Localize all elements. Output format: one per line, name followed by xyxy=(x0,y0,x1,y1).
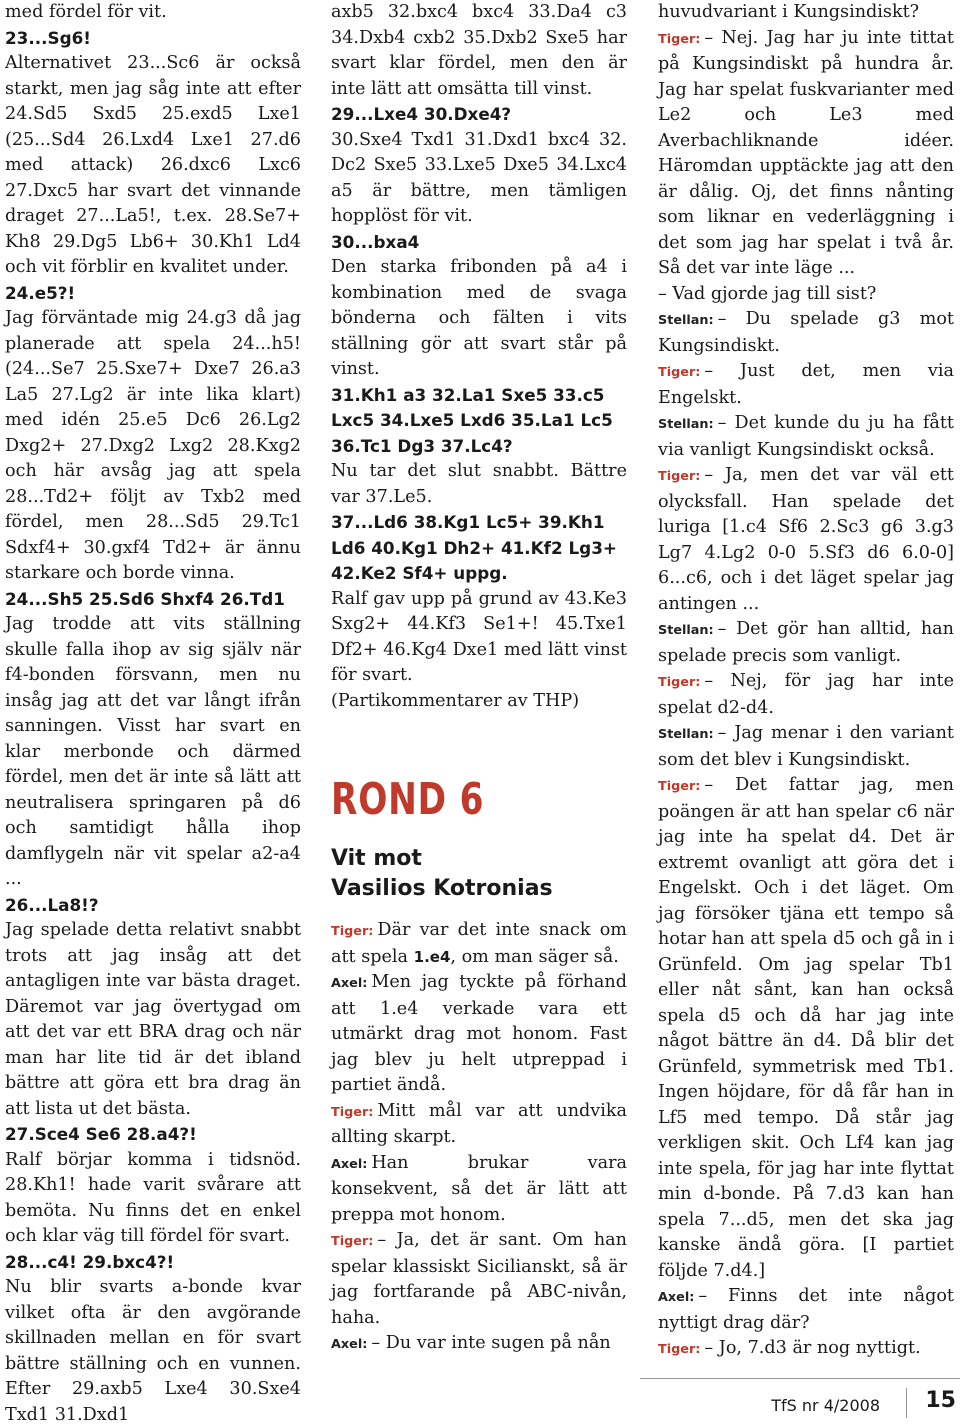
move-line: 31.Kh1 a3 32.La1 Sxe5 33.c5 Lxc5 34.Lxe5 Lxd6 35.La1 Lc5 36.Tc1 Dg3 37.Lc4? xyxy=(331,384,613,456)
comment-paragraph: Jag förväntade mig 24.g3 då jag planerade att spela 24...h5! (24...Se7 25.Sxe7+ Dxe7 26.a3 La5 27.Lg2 är inte lika klart) med idén 25.e5 Dc6 26.Lg2 Dxg2+ 27.Dxg2 Lxg2 28.Kxg2 och här avsåg jag att spela 28...Td2+ följt av Txb2 med fördel, men 28...Sd5 29.Tc1 Sdxf4+ 30.gxf4 Td2+ är ännu starkare och borde vinna. xyxy=(5,308,301,583)
dialog-line xyxy=(658,669,954,721)
column-3 xyxy=(658,0,954,1363)
dialog-text: – Nej. Jag har ju inte tittat på Kungsindiskt på hundra år. Jag har spelat fuskvarianter med Le2 och Le3 med Averbachliknande idéer. Häromdan upptäckte jag att den är dålig. Oj, det finns nånting som liknar en vederläggning i det som jag har spelat i två år. Så det var inte läge ... xyxy=(658,27,954,278)
game-notes-continued xyxy=(331,0,627,714)
round-heading: ROND 6 xyxy=(331,774,485,825)
speaker-label: Tiger: xyxy=(331,1104,374,1120)
speaker-label: Stellan: xyxy=(658,313,714,328)
dialog-text: – Nej, för jag har inte spelat d2-d4. xyxy=(658,671,954,718)
dialog-line xyxy=(331,1099,627,1151)
dialog-text: huvudvariant i Kungsindiskt? xyxy=(658,2,920,22)
dialog-line xyxy=(658,721,954,773)
comment-paragraph: Nu blir svarts a-bonde kvar vilket ofta är den avgörande skillnaden mellan en för svart bättre ställning och en vunnen. Efter 29.axb5 Lxe4 30.Sxe4 Txd1 31.Dxd1 xyxy=(5,1277,301,1425)
game-title xyxy=(331,844,627,904)
speaker-label: Tiger: xyxy=(658,779,701,794)
dialog-text: – Vad gjorde jag till sist? xyxy=(658,283,877,304)
dialog-line xyxy=(658,463,954,617)
dialog-line xyxy=(658,411,954,463)
dialog-text: – Du var inte sugen på nån xyxy=(371,1333,611,1353)
dialog-text: – Det kunde du ju ha fått via vanligt Kungsindiskt också. xyxy=(658,413,954,460)
dialog-text: – Ja, men det var väl ett olycksfall. Han spelade det luriga [1.c4 Sf6 2.Sc3 g6 3.g3 Lg7 4.Lg2 0-0 5.Sf3 d6 6.0-0] 6...c6, och i det läget spelar jag antingen ... xyxy=(658,465,954,614)
dialog-line xyxy=(331,918,627,970)
move-line: 24...Sh5 25.Sd6 Shxf4 26.Td1 xyxy=(5,588,285,609)
dialog-line xyxy=(331,1331,627,1358)
game-title-line2: Vasilios Kotronias xyxy=(331,876,553,901)
dialog-line xyxy=(658,282,954,308)
dialog-line xyxy=(658,1336,954,1363)
speaker-label: Stellan: xyxy=(658,417,714,432)
dialog-line xyxy=(658,0,954,26)
comment-paragraph: axb5 32.bxc4 bxc4 33.Da4 c3 34.Dxb4 cxb2 35.Dxb2 Sxe5 har svart klar fördel, men den är inte lätt att omsätta till vinst. xyxy=(331,2,627,99)
dialog-text: Men jag tyckte på förhand att 1.e4 verkade vara ett utmärkt drag mot honom. Fast jag blev ju helt utpreppad i partiet ändå. xyxy=(331,972,627,1095)
comment-paragraph: Ralf gav upp på grund av 43.Ke3 Sxg2+ 44.Kf3 Se1+! 45.Txe1 Df2+ 46.Kg4 Dxe1 med lätt vinst för svart. xyxy=(331,588,627,685)
dialog-text: – Ja, det är sant. Om han spelar klassiskt Sicilianskt, så är jag fortfarande på ABC-nivån, haha. xyxy=(331,1230,627,1328)
dialog-line xyxy=(658,359,954,411)
comment-paragraph: Den starka fribonden på a4 i kombination med de svaga bönderna och fälten i vits ställning gör att svart står på vinst. xyxy=(331,257,627,379)
speaker-label: Axel: xyxy=(331,1337,368,1352)
move-line: 29...Lxe4 30.Dxe4? xyxy=(331,104,512,124)
column-2 xyxy=(331,0,627,1358)
footer-rule xyxy=(640,1378,960,1379)
move-line: 24.e5?! xyxy=(5,282,76,303)
dialog-text: – Du spelade g3 mot Kungsindiskt. xyxy=(658,309,954,356)
comment-paragraph: Nu tar det slut snabbt. Bättre var 37.Le5. xyxy=(331,461,627,507)
dialog-line xyxy=(658,26,954,282)
move-line: 37...Ld6 38.Kg1 Lc5+ 39.Kh1 Ld6 40.Kg1 Dh2+ 41.Kf2 Lg3+ 42.Ke2 Sf4+ uppg. xyxy=(331,512,617,583)
dialog-text: – Just det, men via Engelskt. xyxy=(658,361,954,408)
page-number: 15 xyxy=(925,1388,956,1413)
move-line: 30...bxa4 xyxy=(331,231,420,252)
speaker-label: Tiger: xyxy=(658,365,701,380)
speaker-label: Axel: xyxy=(331,1156,368,1172)
dialog-text: – Jo, 7.d3 är nog nyttigt. xyxy=(704,1338,921,1358)
dialog-text: – Det gör han alltid, han spelade precis som vanligt. xyxy=(658,619,954,666)
speaker-label: Tiger: xyxy=(331,924,374,939)
speaker-label: Axel: xyxy=(331,976,368,991)
dialog-line xyxy=(331,970,627,1099)
comment-paragraph: Alternativet 23...Sc6 är också starkt, men jag såg inte att efter 24.Sd5 Sxd5 25.exd5 Lxe1 (25...Sd4 26.Lxd4 Lxe1 27.d6 med attack) 26.dxc6 Lxc6 27.Dxc5 har svart det vinnande draget 27...La5!, t.ex. 28.Se7+ Kh8 29.Dg5 Lb6+ 30.Kh1 Ld4 och vit förblir en kvalitet under. xyxy=(5,53,301,277)
speaker-label: Stellan: xyxy=(658,727,714,742)
move-line: 26...La8!? xyxy=(5,894,99,915)
speaker-label: Tiger: xyxy=(658,1342,701,1357)
dialog-line xyxy=(658,773,954,1284)
comment-paragraph: Jag spelade detta relativt snabbt trots att jag insåg att det antagligen inte var bästa draget. Däremot var jag övertygad om att det var ett BRA drag och när man har lite tid är det ibland bättre att göra ett bra drag än att lista ut det bästa. xyxy=(5,920,301,1119)
interview-part-1 xyxy=(331,918,627,1358)
comment-paragraph: 30.Sxe4 Txd1 31.Dxd1 bxc4 32. Dc2 Sxe5 33.Lxe5 Dxe5 34.Lxc4 a5 är bättre, men tämligen hopplöst för vit. xyxy=(331,129,627,226)
move-line: 28...c4! 29.bxc4?! xyxy=(5,1251,175,1272)
dialog-text: , om man säger så. xyxy=(450,946,619,967)
move-line: 27.Sce4 Se6 28.a4?! xyxy=(5,1124,197,1144)
game-title-line1: Vit mot xyxy=(331,846,422,871)
dialog-line xyxy=(331,1151,627,1229)
dialog-line xyxy=(658,307,954,359)
column-1 xyxy=(5,0,301,1428)
speaker-label: Stellan: xyxy=(658,623,714,638)
publication-label: TfS nr 4/2008 xyxy=(771,1396,880,1415)
dialog-text: – Finns det inte något nyttigt drag där? xyxy=(658,1286,954,1333)
dialog-text: Mitt mål var att undvika allting skarpt. xyxy=(331,1100,627,1147)
comment-paragraph: Jag trodde att vits ställning skulle falla ihop av sig själv när f4-bonden försvann, men nu insåg jag att det var långt ifrån sanningen. Visst har svart en klar merbonde och därmed fördel, men det är inte så lätt att neutralisera springaren på d6 och samtidigt hålla ihop damflygeln när vit spelar a2-a4 ... xyxy=(5,614,301,889)
dialog-text: Han brukar vara konsekvent, så det är lätt att preppa mot honom. xyxy=(331,1152,627,1225)
dialog-line xyxy=(658,1284,954,1336)
comment-paragraph: (Partikommentarer av THP) xyxy=(331,690,580,711)
dialog-text: Där var det inte snack om att spela xyxy=(331,920,627,967)
comment-paragraph: Ralf börjar komma i tidsnöd. 28.Kh1! hade varit svårare att bemöta. Nu finns det en enkel och klar väg till fördel för svart. xyxy=(5,1149,301,1246)
dialog-text: – Jag menar i den variant som det blev i Kungsindiskt. xyxy=(658,723,954,770)
page-footer xyxy=(0,1388,960,1418)
speaker-label: Tiger: xyxy=(658,675,701,690)
dialog-line xyxy=(658,617,954,669)
speaker-label: Tiger: xyxy=(331,1234,374,1249)
speaker-label: Axel: xyxy=(658,1290,695,1305)
speaker-label: Tiger: xyxy=(658,31,701,47)
move-line: 23...Sg6! xyxy=(5,27,91,48)
dialog-line xyxy=(331,1228,627,1331)
comment-paragraph: med fördel för vit. xyxy=(5,2,167,22)
dialog-text: – Det fattar jag, men poängen är att han spelar c6 när jag inte ha spelat d4. Det är extremt ovanligt att göra det i Engelskt. Och i det läget. Om jag försöker tjäna ett tempo så hotar han att spela d5 och gå in i Grünfeld. Om jag spelar Tb1 eller nåt sånt, kan han också spela d5 och då har jag inte något bättre än d4. Då blir det Grünfeld, symmetrisk med Tb1. Ingen höjdare, för då får han in Lf5 med tempo. Då står jag verkligen skit. Och Lf4 kan jag inte spela, för jag har inte flyttat min d-bonde. På 7.d3 kan han spela 7...d5, men det ska jag kanske ändå göra. [I partiet följde 7.d4.] xyxy=(658,775,954,1281)
inline-move: 1.e4 xyxy=(413,947,451,966)
speaker-label: Tiger: xyxy=(658,469,701,484)
